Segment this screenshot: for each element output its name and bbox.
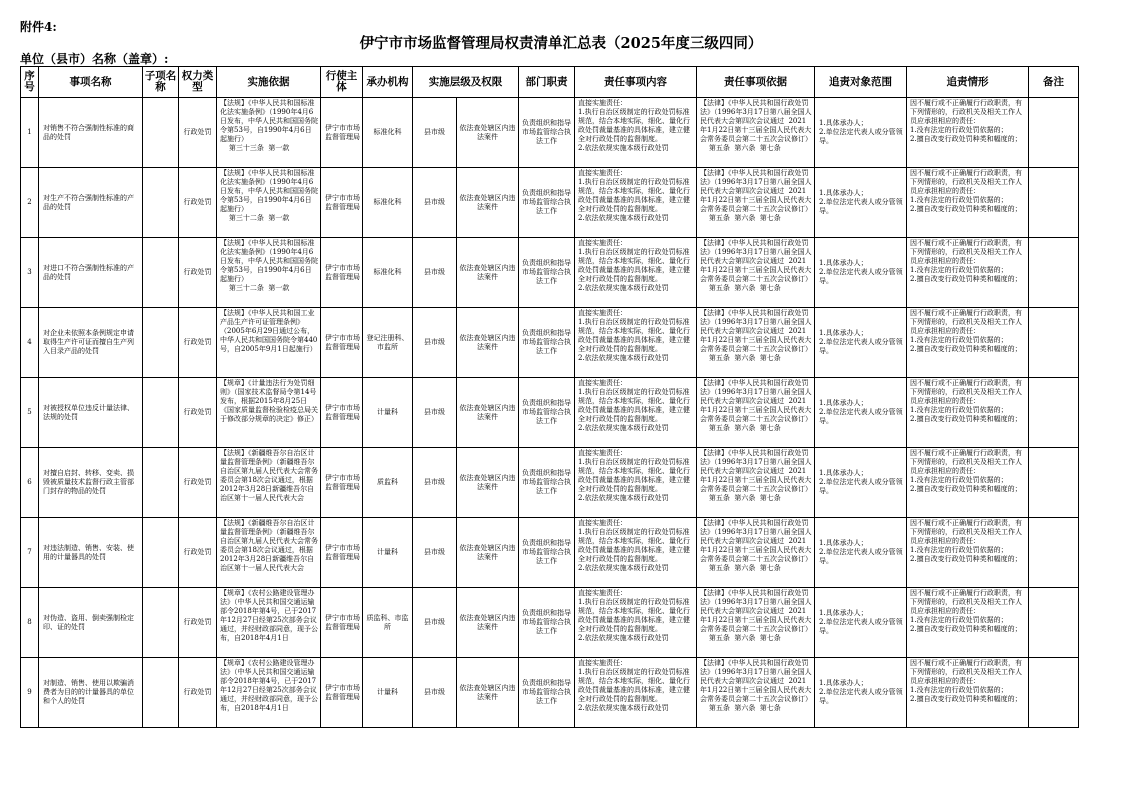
cell-name: 对被授权单位违反计量法律、法规的处罚 bbox=[39, 378, 143, 448]
cell-subject: 伊宁市市场监督管理局 bbox=[321, 518, 363, 588]
header-duty: 部门职责 bbox=[519, 67, 575, 98]
cell-no: 4 bbox=[21, 308, 39, 378]
cell-scope: 1.具体承办人； 2.单位法定代表人或分管领导。 bbox=[815, 308, 907, 378]
cell-duty: 负责组织和指导市场监管综合执法工作 bbox=[519, 448, 575, 518]
cell-remark bbox=[1029, 588, 1079, 658]
cell-cases: 因不履行或不正确履行行政职责，有下列情形的，行政机关及相关工作人员应承担相应的责任： 1.没有法定的行政处罚依据的； 2.擅自改变行政处罚种类和幅度的； bbox=[907, 378, 1029, 448]
cell-org: 计量科 bbox=[363, 378, 413, 448]
cell-scope: 1.具体承办人； 2.单位法定代表人或分管领导。 bbox=[815, 168, 907, 238]
cell-org: 质监科、市监所 bbox=[363, 588, 413, 658]
cell-type: 行政处罚 bbox=[179, 238, 217, 308]
cell-cases: 因不履行或不正确履行行政职责，有下列情形的，行政机关及相关工作人员应承担相应的责任： 1.没有法定的行政处罚依据的； 2.擅自改变行政处罚种类和幅度的； bbox=[907, 308, 1029, 378]
cell-basis: 【法规】《中华人民共和国标准化法实施条例》（1990年4月6日发布，中华人民共和国国务院令第53号，自1990年4月6日起施行） 第三十三条 第一款 bbox=[217, 98, 321, 168]
cell-remark bbox=[1029, 98, 1079, 168]
cell-no: 7 bbox=[21, 518, 39, 588]
cell-duty: 负责组织和指导市场监管综合执法工作 bbox=[519, 518, 575, 588]
table-row bbox=[21, 168, 1079, 238]
header-subject: 行使主体 bbox=[321, 67, 363, 98]
cell-content-basis: 【法律】《中华人民共和国行政处罚法》（1996年3月17日第八届全国人民代表大会第四次会议通过 2021年1月22日第十三届全国人民代表大会常务委员会第二十五次会议修订） 第五条 第六条 第七条 bbox=[697, 518, 815, 588]
cell-duty: 负责组织和指导市场监管综合执法工作 bbox=[519, 658, 575, 728]
cell-duty: 负责组织和指导市场监管综合执法工作 bbox=[519, 98, 575, 168]
cell-content: 直接实施责任： 1.执行自治区级制定的行政处罚标准规范，结合本地实际，细化、量化行政处罚裁量基准的具体标准，建立健全对行政处罚的监督制度。 2.依法依规实施本级行政处罚 bbox=[575, 658, 697, 728]
cell-sub bbox=[143, 518, 179, 588]
cell-name: 对企业未依照本条例规定申请取得生产许可证而擅自生产列入目录产品的处罚 bbox=[39, 308, 143, 378]
cell-name: 对销售不符合强制性标准的商品的处罚 bbox=[39, 98, 143, 168]
unit-label: 单位（县市）名称（盖章）: bbox=[20, 52, 169, 66]
cell-org: 计量科 bbox=[363, 518, 413, 588]
header-no: 序号 bbox=[21, 67, 39, 98]
header-type: 权力类型 bbox=[179, 67, 217, 98]
cell-org: 标准化科 bbox=[363, 168, 413, 238]
table-row bbox=[21, 658, 1079, 728]
cell-scope: 1.具体承办人； 2.单位法定代表人或分管领导。 bbox=[815, 378, 907, 448]
cell-scope: 1.具体承办人； 2.单位法定代表人或分管领导。 bbox=[815, 518, 907, 588]
table-row bbox=[21, 98, 1079, 168]
header-remark: 备注 bbox=[1029, 67, 1079, 98]
cell-subject: 伊宁市市场监督管理局 bbox=[321, 98, 363, 168]
cell-name: 对伪造、盗用、倒卖强制检定印、证的处罚 bbox=[39, 588, 143, 658]
table-header-row bbox=[21, 67, 1079, 98]
cell-subject: 伊宁市市场监督管理局 bbox=[321, 448, 363, 518]
cell-authority: 依法查处辖区内违法案件 bbox=[457, 238, 519, 308]
cell-authority: 依法查处辖区内违法案件 bbox=[457, 378, 519, 448]
cell-basis: 【规章】《农村公路建设管理办法》（中华人民共和国交通运输部令2018年第4号，已于2017年12月27日经第25次部务会议通过，并经财政部同意，现予公布，自2018年4月1日 bbox=[217, 588, 321, 658]
cell-level: 县市级 bbox=[413, 308, 457, 378]
cell-duty: 负责组织和指导市场监管综合执法工作 bbox=[519, 238, 575, 308]
cell-subject: 伊宁市市场监督管理局 bbox=[321, 378, 363, 448]
cell-cases: 因不履行或不正确履行行政职责，有下列情形的，行政机关及相关工作人员应承担相应的责任： 1.没有法定的行政处罚依据的； 2.擅自改变行政处罚种类和幅度的； bbox=[907, 168, 1029, 238]
cell-org: 计量科 bbox=[363, 658, 413, 728]
cell-content-basis: 【法律】《中华人民共和国行政处罚法》（1996年3月17日第八届全国人民代表大会第四次会议通过 2021年1月22日第十三届全国人民代表大会常务委员会第二十五次会议修订） 第五条 第六条 第七条 bbox=[697, 658, 815, 728]
cell-content: 直接实施责任： 1.执行自治区级制定的行政处罚标准规范，结合本地实际，细化、量化行政处罚裁量基准的具体标准，建立健全对行政处罚的监督制度。 2.依法依规实施本级行政处罚 bbox=[575, 588, 697, 658]
cell-duty: 负责组织和指导市场监管综合执法工作 bbox=[519, 168, 575, 238]
cell-no: 6 bbox=[21, 448, 39, 518]
cell-content-basis: 【法律】《中华人民共和国行政处罚法》（1996年3月17日第八届全国人民代表大会第四次会议通过 2021年1月22日第十三届全国人民代表大会常务委员会第二十五次会议修订） 第五条 第六条 第七条 bbox=[697, 168, 815, 238]
cell-level: 县市级 bbox=[413, 448, 457, 518]
cell-content: 直接实施责任： 1.执行自治区级制定的行政处罚标准规范，结合本地实际，细化、量化行政处罚裁量基准的具体标准，建立健全对行政处罚的监督制度。 2.依法依规实施本级行政处罚 bbox=[575, 98, 697, 168]
cell-no: 2 bbox=[21, 168, 39, 238]
cell-sub bbox=[143, 378, 179, 448]
cell-type: 行政处罚 bbox=[179, 448, 217, 518]
cell-remark bbox=[1029, 168, 1079, 238]
cell-name: 对进口不符合强制性标准的产品的处罚 bbox=[39, 238, 143, 308]
cell-scope: 1.具体承办人； 2.单位法定代表人或分管领导。 bbox=[815, 588, 907, 658]
header-content: 责任事项内容 bbox=[575, 67, 697, 98]
cell-remark bbox=[1029, 448, 1079, 518]
cell-content-basis: 【法律】《中华人民共和国行政处罚法》（1996年3月17日第八届全国人民代表大会第四次会议通过 2021年1月22日第十三届全国人民代表大会常务委员会第二十五次会议修订） 第五条 第六条 第七条 bbox=[697, 588, 815, 658]
cell-content-basis: 【法律】《中华人民共和国行政处罚法》（1996年3月17日第八届全国人民代表大会第四次会议通过 2021年1月22日第十三届全国人民代表大会常务委员会第二十五次会议修订） 第五条 第六条 第七条 bbox=[697, 98, 815, 168]
cell-basis: 【法规】《新疆维吾尔自治区计量监督管理条例》（新疆维吾尔自治区第九届人民代表大会常务委员会第18次会议通过，根据2012年3月28日新疆维吾尔自治区第十一届人民代表大会 bbox=[217, 448, 321, 518]
cell-authority: 依法查处辖区内违法案件 bbox=[457, 308, 519, 378]
cell-content: 直接实施责任： 1.执行自治区级制定的行政处罚标准规范，结合本地实际，细化、量化行政处罚裁量基准的具体标准，建立健全对行政处罚的监督制度。 2.依法依规实施本级行政处罚 bbox=[575, 378, 697, 448]
cell-content-basis: 【法律】《中华人民共和国行政处罚法》（1996年3月17日第八届全国人民代表大会第四次会议通过 2021年1月22日第十三届全国人民代表大会常务委员会第二十五次会议修订） 第五条 第六条 第七条 bbox=[697, 378, 815, 448]
cell-cases: 因不履行或不正确履行行政职责，有下列情形的，行政机关及相关工作人员应承担相应的责任： 1.没有法定的行政处罚依据的； 2.擅自改变行政处罚种类和幅度的； bbox=[907, 98, 1029, 168]
cell-sub bbox=[143, 588, 179, 658]
cell-no: 1 bbox=[21, 98, 39, 168]
cell-sub bbox=[143, 98, 179, 168]
cell-sub bbox=[143, 168, 179, 238]
cell-cases: 因不履行或不正确履行行政职责，有下列情形的，行政机关及相关工作人员应承担相应的责任： 1.没有法定的行政处罚依据的； 2.擅自改变行政处罚种类和幅度的； bbox=[907, 448, 1029, 518]
table-row bbox=[21, 378, 1079, 448]
cell-subject: 伊宁市市场监督管理局 bbox=[321, 308, 363, 378]
cell-scope: 1.具体承办人； 2.单位法定代表人或分管领导。 bbox=[815, 448, 907, 518]
cell-scope: 1.具体承办人； 2.单位法定代表人或分管领导。 bbox=[815, 658, 907, 728]
cell-name: 对生产不符合强制性标准的产品的处罚 bbox=[39, 168, 143, 238]
cell-basis: 【法规】《新疆维吾尔自治区计量监督管理条例》（新疆维吾尔自治区第九届人民代表大会常务委员会第18次会议通过，根据2012年3月28日新疆维吾尔自治区第十一届人民代表大会 bbox=[217, 518, 321, 588]
cell-content-basis: 【法律】《中华人民共和国行政处罚法》（1996年3月17日第八届全国人民代表大会第四次会议通过 2021年1月22日第十三届全国人民代表大会常务委员会第二十五次会议修订） 第五条 第六条 第七条 bbox=[697, 238, 815, 308]
cell-org: 标准化科 bbox=[363, 238, 413, 308]
cell-level: 县市级 bbox=[413, 658, 457, 728]
cell-name: 对违法制造、销售、安装、使用的计量器具的处罚 bbox=[39, 518, 143, 588]
cell-type: 行政处罚 bbox=[179, 588, 217, 658]
cell-type: 行政处罚 bbox=[179, 98, 217, 168]
cell-level: 县市级 bbox=[413, 98, 457, 168]
cell-authority: 依法查处辖区内违法案件 bbox=[457, 658, 519, 728]
cell-org: 登记注册科、市监所 bbox=[363, 308, 413, 378]
cell-content: 直接实施责任： 1.执行自治区级制定的行政处罚标准规范，结合本地实际，细化、量化行政处罚裁量基准的具体标准，建立健全对行政处罚的监督制度。 2.依法依规实施本级行政处罚 bbox=[575, 518, 697, 588]
header-level: 实施层级及权限 bbox=[413, 67, 519, 98]
header-org: 承办机构 bbox=[363, 67, 413, 98]
cell-duty: 负责组织和指导市场监管综合执法工作 bbox=[519, 588, 575, 658]
header-scope: 追责对象范围 bbox=[815, 67, 907, 98]
table-row bbox=[21, 448, 1079, 518]
cell-level: 县市级 bbox=[413, 238, 457, 308]
cell-sub bbox=[143, 308, 179, 378]
cell-authority: 依法查处辖区内违法案件 bbox=[457, 168, 519, 238]
cell-level: 县市级 bbox=[413, 518, 457, 588]
cell-no: 8 bbox=[21, 588, 39, 658]
cell-cases: 因不履行或不正确履行行政职责，有下列情形的，行政机关及相关工作人员应承担相应的责任： 1.没有法定的行政处罚依据的； 2.擅自改变行政处罚种类和幅度的； bbox=[907, 238, 1029, 308]
cell-content-basis: 【法律】《中华人民共和国行政处罚法》（1996年3月17日第八届全国人民代表大会第四次会议通过 2021年1月22日第十三届全国人民代表大会常务委员会第二十五次会议修订） 第五条 第六条 第七条 bbox=[697, 308, 815, 378]
cell-type: 行政处罚 bbox=[179, 168, 217, 238]
cell-subject: 伊宁市市场监督管理局 bbox=[321, 168, 363, 238]
cell-content-basis: 【法律】《中华人民共和国行政处罚法》（1996年3月17日第八届全国人民代表大会第四次会议通过 2021年1月22日第十三届全国人民代表大会常务委员会第二十五次会议修订） 第五条 第六条 第七条 bbox=[697, 448, 815, 518]
cell-name: 对制造、销售、使用以欺骗消费者为目的的计量器具的单位和个人的处罚 bbox=[39, 658, 143, 728]
cell-scope: 1.具体承办人； 2.单位法定代表人或分管领导。 bbox=[815, 98, 907, 168]
table-row bbox=[21, 238, 1079, 308]
cell-sub bbox=[143, 658, 179, 728]
table-row bbox=[21, 588, 1079, 658]
cell-no: 3 bbox=[21, 238, 39, 308]
cell-subject: 伊宁市市场监督管理局 bbox=[321, 588, 363, 658]
header-cases: 追责情形 bbox=[907, 67, 1029, 98]
cell-org: 质监科 bbox=[363, 448, 413, 518]
cell-no: 9 bbox=[21, 658, 39, 728]
cell-content: 直接实施责任： 1.执行自治区级制定的行政处罚标准规范，结合本地实际，细化、量化行政处罚裁量基准的具体标准，建立健全对行政处罚的监督制度。 2.依法依规实施本级行政处罚 bbox=[575, 448, 697, 518]
cell-level: 县市级 bbox=[413, 588, 457, 658]
cell-remark bbox=[1029, 378, 1079, 448]
responsibility-table bbox=[20, 66, 1079, 728]
cell-type: 行政处罚 bbox=[179, 518, 217, 588]
cell-remark bbox=[1029, 518, 1079, 588]
cell-duty: 负责组织和指导市场监管综合执法工作 bbox=[519, 378, 575, 448]
header-content-basis: 责任事项依据 bbox=[697, 67, 815, 98]
page-title: 伊宁市市场监督管理局权责清单汇总表（2025年度三级四同） bbox=[359, 35, 763, 52]
cell-authority: 依法查处辖区内违法案件 bbox=[457, 518, 519, 588]
table-row bbox=[21, 308, 1079, 378]
cell-remark bbox=[1029, 658, 1079, 728]
cell-cases: 因不履行或不正确履行行政职责，有下列情形的，行政机关及相关工作人员应承担相应的责任： 1.没有法定的行政处罚依据的； 2.擅自改变行政处罚种类和幅度的； bbox=[907, 588, 1029, 658]
cell-cases: 因不履行或不正确履行行政职责，有下列情形的，行政机关及相关工作人员应承担相应的责任： 1.没有法定的行政处罚依据的； 2.擅自改变行政处罚种类和幅度的； bbox=[907, 518, 1029, 588]
header-sub: 子项名称 bbox=[143, 67, 179, 98]
cell-scope: 1.具体承办人； 2.单位法定代表人或分管领导。 bbox=[815, 238, 907, 308]
cell-no: 5 bbox=[21, 378, 39, 448]
annex-label: 附件4: bbox=[20, 20, 57, 34]
cell-authority: 依法查处辖区内违法案件 bbox=[457, 448, 519, 518]
cell-level: 县市级 bbox=[413, 168, 457, 238]
cell-name: 对擅自启封、转移、变卖、损毁被质量技术监督行政主管部门封存的物品的处罚 bbox=[39, 448, 143, 518]
cell-org: 标准化科 bbox=[363, 98, 413, 168]
cell-content: 直接实施责任： 1.执行自治区级制定的行政处罚标准规范，结合本地实际，细化、量化行政处罚裁量基准的具体标准，建立健全对行政处罚的监督制度。 2.依法依规实施本级行政处罚 bbox=[575, 308, 697, 378]
cell-remark bbox=[1029, 238, 1079, 308]
cell-authority: 依法查处辖区内违法案件 bbox=[457, 588, 519, 658]
cell-content: 直接实施责任： 1.执行自治区级制定的行政处罚标准规范，结合本地实际，细化、量化行政处罚裁量基准的具体标准，建立健全对行政处罚的监督制度。 2.依法依规实施本级行政处罚 bbox=[575, 168, 697, 238]
cell-type: 行政处罚 bbox=[179, 308, 217, 378]
cell-duty: 负责组织和指导市场监管综合执法工作 bbox=[519, 308, 575, 378]
cell-authority: 依法查处辖区内违法案件 bbox=[457, 98, 519, 168]
cell-subject: 伊宁市市场监督管理局 bbox=[321, 238, 363, 308]
cell-basis: 【法规】《中华人民共和国标准化法实施条例》（1990年4月6日发布，中华人民共和国国务院令第53号，自1990年4月6日起施行） 第三十二条 第一款 bbox=[217, 238, 321, 308]
table-row bbox=[21, 518, 1079, 588]
header-basis: 实施依据 bbox=[217, 67, 321, 98]
cell-basis: 【法规】《中华人民共和国工业产品生产许可证管理条例》（2005年6月29日通过公布，中华人民共和国国务院令第440号，自2005年9月1日起施行） bbox=[217, 308, 321, 378]
cell-subject: 伊宁市市场监督管理局 bbox=[321, 658, 363, 728]
cell-cases: 因不履行或不正确履行行政职责，有下列情形的，行政机关及相关工作人员应承担相应的责任： 1.没有法定的行政处罚依据的； 2.擅自改变行政处罚种类和幅度的； bbox=[907, 658, 1029, 728]
cell-type: 行政处罚 bbox=[179, 378, 217, 448]
cell-sub bbox=[143, 238, 179, 308]
cell-level: 县市级 bbox=[413, 378, 457, 448]
cell-basis: 【法规】《中华人民共和国标准化法实施条例》（1990年4月6日发布，中华人民共和国国务院令第53号，自1990年4月6日起施行） 第三十二条 第一款 bbox=[217, 168, 321, 238]
cell-type: 行政处罚 bbox=[179, 658, 217, 728]
cell-sub bbox=[143, 448, 179, 518]
header-name: 事项名称 bbox=[39, 67, 143, 98]
cell-remark bbox=[1029, 308, 1079, 378]
cell-basis: 【规章】《计量违法行为处罚细则》（国家技术监督局令第14号发布，根据2015年8月25日《国家质量监督检验检疫总局关于修改部分规章的决定》修正） bbox=[217, 378, 321, 448]
cell-content: 直接实施责任： 1.执行自治区级制定的行政处罚标准规范，结合本地实际，细化、量化行政处罚裁量基准的具体标准，建立健全对行政处罚的监督制度。 2.依法依规实施本级行政处罚 bbox=[575, 238, 697, 308]
cell-basis: 【规章】《农村公路建设管理办法》（中华人民共和国交通运输部令2018年第4号，已于2017年12月27日经第25次部务会议通过，并经财政部同意，现予公布，自2018年4月1日 bbox=[217, 658, 321, 728]
